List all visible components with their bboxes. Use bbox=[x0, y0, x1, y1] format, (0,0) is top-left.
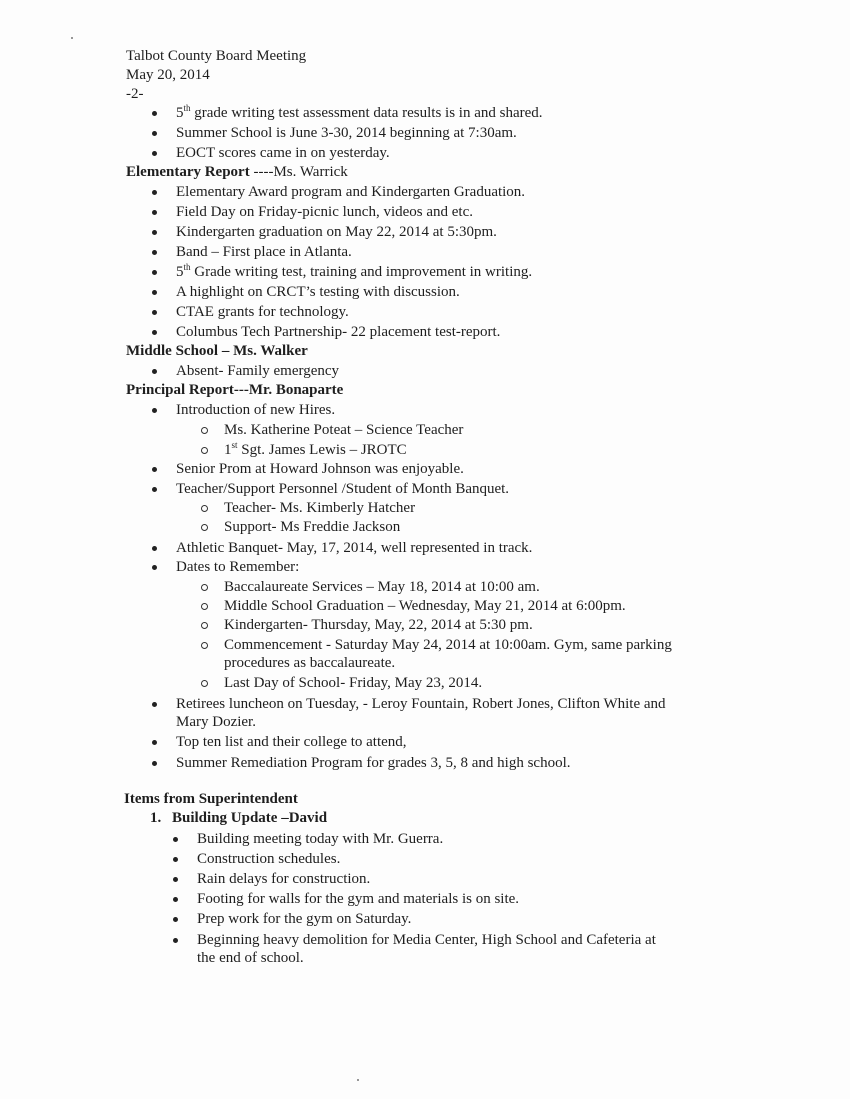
list-item: Summer School is June 3-30, 2014 beginning at 7:30am. bbox=[176, 125, 517, 141]
sub-list-item: Baccalaureate Services – May 18, 2014 at 10:00 am. bbox=[224, 579, 540, 595]
list-item: CTAE grants for technology. bbox=[176, 304, 349, 320]
list-item: Building meeting today with Mr. Guerra. bbox=[197, 831, 444, 847]
list-item: Band – First place in Atlanta. bbox=[176, 244, 352, 260]
sub-list-item: Commencement - Saturday May 24, 2014 at 10:00am. Gym, same parking bbox=[224, 637, 672, 653]
section-number: 1. bbox=[150, 810, 162, 826]
list-item: Athletic Banquet- May, 17, 2014, well represented in track. bbox=[176, 540, 533, 556]
middle-school-heading: Middle School – Ms. Walker bbox=[126, 343, 308, 359]
sub-list-item: Kindergarten- Thursday, May, 22, 2014 at 5:30 pm. bbox=[224, 617, 533, 633]
list-item-wrap: Mary Dozier. bbox=[176, 714, 256, 730]
scan-speck bbox=[71, 37, 73, 39]
list-item: Top ten list and their college to attend, bbox=[176, 734, 407, 750]
sub-list-item: Teacher- Ms. Kimberly Hatcher bbox=[224, 500, 416, 516]
list-item: Introduction of new Hires. bbox=[176, 402, 336, 418]
list-item: Teacher/Support Personnel /Student of Month Banquet. bbox=[176, 481, 510, 497]
list-item: Columbus Tech Partnership- 22 placement test-report. bbox=[176, 324, 501, 340]
superintendent-heading: Items from Superintendent bbox=[124, 791, 298, 807]
list-item: Retirees luncheon on Tuesday, - Leroy Fountain, Robert Jones, Clifton White and bbox=[176, 696, 666, 712]
list-item: Summer Remediation Program for grades 3, 5, 8 and high school. bbox=[176, 755, 571, 771]
principal-heading: Principal Report---Mr. Bonaparte bbox=[126, 382, 344, 398]
list-item: EOCT scores came in on yesterday. bbox=[176, 145, 390, 161]
list-item: Prep work for the gym on Saturday. bbox=[197, 911, 412, 927]
list-item: 5th grade writing test assessment data results is in and shared. bbox=[176, 103, 543, 121]
list-item: Dates to Remember: bbox=[176, 559, 300, 575]
building-update-heading: Building Update –David bbox=[172, 810, 328, 826]
scan-speck bbox=[357, 1079, 359, 1081]
sub-list-item: Ms. Katherine Poteat – Science Teacher bbox=[224, 422, 464, 438]
list-item: Kindergarten graduation on May 22, 2014 at 5:30pm. bbox=[176, 224, 497, 240]
header-date: May 20, 2014 bbox=[126, 67, 210, 83]
sub-list-item-wrap: procedures as baccalaureate. bbox=[224, 655, 396, 671]
list-item: Field Day on Friday-picnic lunch, videos and etc. bbox=[176, 204, 474, 220]
sub-list-item: Last Day of School- Friday, May 23, 2014. bbox=[224, 675, 483, 691]
list-item: Rain delays for construction. bbox=[197, 871, 371, 887]
header-title: Talbot County Board Meeting bbox=[126, 48, 307, 64]
sub-list-item: Support- Ms Freddie Jackson bbox=[224, 519, 401, 535]
list-item: 5th Grade writing test, training and improvement in writing. bbox=[176, 262, 533, 280]
list-item-wrap: the end of school. bbox=[197, 950, 304, 966]
list-item: Construction schedules. bbox=[197, 851, 341, 867]
list-item: Senior Prom at Howard Johnson was enjoyable. bbox=[176, 461, 464, 477]
list-item: A highlight on CRCT’s testing with discussion. bbox=[176, 284, 460, 300]
elementary-heading: Elementary Report ----Ms. Warrick bbox=[126, 164, 348, 180]
list-item: Absent- Family emergency bbox=[176, 363, 340, 379]
page-number: -2- bbox=[126, 86, 144, 102]
sub-list-item: Middle School Graduation – Wednesday, May 21, 2014 at 6:00pm. bbox=[224, 598, 626, 614]
sub-list-item: 1st Sgt. James Lewis – JROTC bbox=[224, 440, 407, 458]
list-item: Footing for walls for the gym and materials is on site. bbox=[197, 891, 520, 907]
list-item: Elementary Award program and Kindergarten Graduation. bbox=[176, 184, 526, 200]
list-item: Beginning heavy demolition for Media Center, High School and Cafeteria at bbox=[197, 932, 656, 948]
